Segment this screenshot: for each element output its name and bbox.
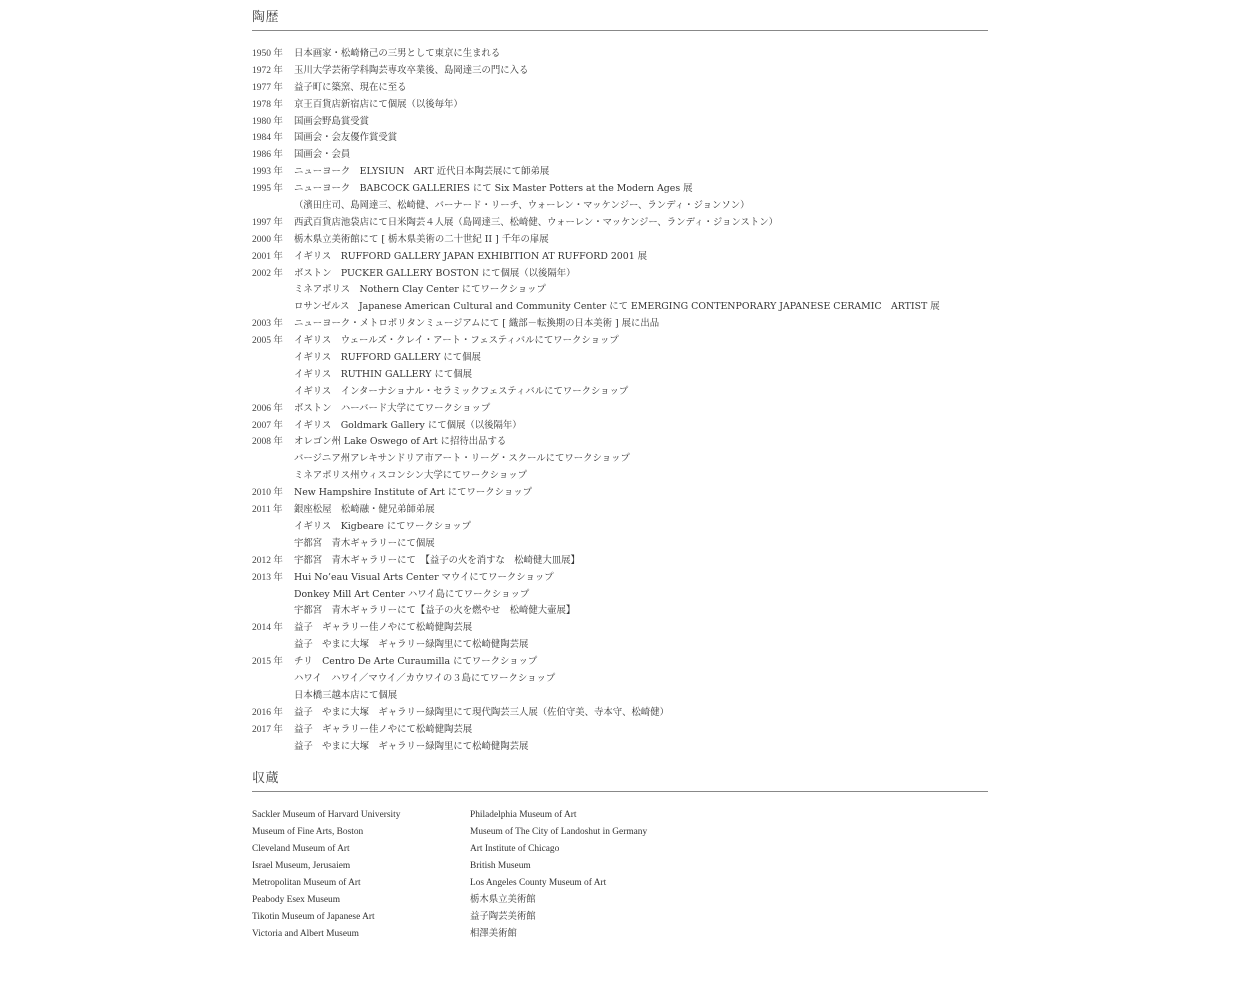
history-section-title: 陶歴 — [252, 9, 988, 31]
history-row — [252, 249, 988, 266]
collection-item: Museum of Fine Arts, Boston — [252, 827, 364, 838]
history-row — [252, 468, 988, 485]
history-row — [252, 63, 988, 80]
history-year — [252, 367, 294, 384]
history-row — [252, 485, 988, 502]
history-row — [252, 80, 988, 97]
history-row — [252, 705, 988, 722]
history-row — [252, 401, 988, 418]
collection-item: Tikotin Museum of Japanese Art — [252, 911, 375, 922]
content-column — [252, 0, 988, 943]
history-year — [252, 299, 294, 316]
history-row — [252, 299, 988, 316]
history-text: イギリス RUFFORD GALLERY JAPAN EXHIBITION AT RUFFORD 2001 展 — [294, 250, 648, 262]
history-text: ニューヨーク ELYSIUN ART 近代日本陶芸展にて師弟展 — [294, 166, 550, 178]
history-text: 日本画家・松崎脩己の三男として東京に生まれる — [294, 48, 501, 59]
history-text: ボストン ハーバード大学にてワークショップ — [294, 402, 491, 414]
collection-item: Los Angeles County Museum of Art — [470, 877, 607, 888]
history-row — [252, 232, 988, 249]
history-year: 1995 年 — [252, 184, 283, 195]
history-year — [252, 671, 294, 688]
collection-item: Victoria and Albert Museum — [252, 928, 359, 939]
history-row — [252, 587, 988, 604]
history-text: イギリス Kigbeare にてワークショップ — [294, 520, 472, 532]
history-row — [252, 114, 988, 131]
history-year — [252, 587, 294, 604]
history-year: 1972 年 — [252, 65, 283, 76]
history-year: 1978 年 — [252, 99, 283, 110]
history-year: 2014 年 — [252, 623, 283, 634]
history-text: 国画会・会友優作賞受賞 — [294, 132, 398, 144]
collection-item: 相澤美術館 — [470, 928, 517, 939]
history-year: 2011 年 — [252, 505, 283, 516]
history-row — [252, 519, 988, 536]
history-year: 1986 年 — [252, 150, 283, 161]
history-year — [252, 282, 294, 299]
history-year — [252, 739, 294, 756]
history-text: チリ Centro De Arte Curaumilla にてワークショップ — [294, 656, 538, 668]
history-year: 1977 年 — [252, 82, 283, 93]
history-text: 益子 やまに大塚 ギャラリー緑陶里にて松崎健陶芸展 — [294, 639, 529, 651]
history-row — [252, 215, 988, 232]
history-year: 2002 年 — [252, 268, 283, 279]
history-text: ミネアポリス Nothern Clay Center にてワークショップ — [294, 284, 546, 296]
history-row — [252, 198, 988, 215]
collection-item: Metropolitan Museum of Art — [252, 877, 361, 888]
history-year: 2001 年 — [252, 251, 283, 262]
collection-column-right — [470, 807, 870, 942]
history-year: 1993 年 — [252, 167, 283, 178]
history-year: 2017 年 — [252, 724, 283, 735]
history-text: 益子 やまに大塚 ギャラリー緑陶里にて現代陶芸三人展（佐伯守美、寺本守、松崎健） — [294, 706, 670, 718]
history-text: ニューヨーク・メトロポリタンミュージアムにて [ 織部－転換期の日本美術 ] 展に出品 — [294, 318, 660, 330]
history-text: ハワイ ハワイ／マウイ／カウワイの３島にてワークショップ — [294, 672, 556, 684]
history-year — [252, 384, 294, 401]
collection-list — [252, 807, 988, 942]
history-row — [252, 418, 988, 435]
history-row — [252, 688, 988, 705]
history-year — [252, 350, 294, 367]
history-year: 2008 年 — [252, 437, 283, 448]
collection-item: 栃木県立美術館 — [470, 894, 536, 905]
history-text: ボストン PUCKER GALLERY BOSTON にて個展（以後隔年） — [294, 267, 576, 279]
history-text: 栃木県立美術館にて [ 栃木県美術の二十世紀 II ] 千年の扉展 — [294, 233, 549, 245]
history-text: イギリス RUTHIN GALLERY にて個展 — [294, 368, 472, 380]
collection-section-title: 収蔵 — [252, 770, 988, 792]
history-row — [252, 164, 988, 181]
history-text: 宇都宮 青木ギャラリーにて個展 — [294, 537, 435, 549]
history-row — [252, 739, 988, 756]
history-text: 京王百貨店新宿店にて個展（以後毎年） — [294, 98, 463, 110]
history-row — [252, 620, 988, 637]
history-row — [252, 333, 988, 350]
history-text: Hui No’eau Visual Arts Center マウイにてワークショップ — [294, 571, 554, 583]
history-year: 2016 年 — [252, 707, 283, 718]
collection-item: Museum of The City of Landoshut in Germany — [470, 827, 648, 838]
history-row — [252, 266, 988, 283]
history-row — [252, 722, 988, 739]
history-row — [252, 130, 988, 147]
history-text: 国画会野島賞受賞 — [294, 115, 370, 127]
history-text: 益子 やまに大塚 ギャラリー緑陶里にて松崎健陶芸展 — [294, 740, 529, 752]
history-text: 日本橋三越本店にて個展 — [294, 689, 398, 701]
history-year: 2013 年 — [252, 572, 283, 583]
history-row — [252, 536, 988, 553]
history-row — [252, 570, 988, 587]
history-row — [252, 147, 988, 164]
history-row — [252, 97, 988, 114]
history-text: 益子町に築窯、現在に至る — [294, 81, 407, 93]
history-text: 西武百貨店池袋店にて日米陶芸４人展（島岡達三、松崎健、ウォーレン・マッケンジー、ランディ・ジョンストン） — [294, 216, 779, 228]
collection-item: 益子陶芸美術館 — [470, 911, 536, 922]
history-year: 2015 年 — [252, 657, 283, 668]
history-row — [252, 502, 988, 519]
collection-column-left — [252, 807, 470, 942]
history-text: イギリス ウェールズ・クレイ・アート・フェスティバルにてワークショップ — [294, 335, 619, 347]
history-row — [252, 434, 988, 451]
history-row — [252, 451, 988, 468]
history-text: イギリス RUFFORD GALLERY にて個展 — [294, 352, 481, 364]
history-text: 玉川大学芸術学科陶芸専攻卒業後、島岡達三の門に入る — [294, 64, 529, 76]
history-year — [252, 451, 294, 468]
history-year: 2010 年 — [252, 488, 283, 499]
history-row — [252, 282, 988, 299]
history-year — [252, 468, 294, 485]
history-row — [252, 316, 988, 333]
history-row — [252, 350, 988, 367]
history-text: 宇都宮 青木ギャラリーにて 【益子の火を消すな 松崎健大皿展】 — [294, 554, 580, 566]
history-year: 1980 年 — [252, 116, 283, 127]
history-year: 2000 年 — [252, 234, 283, 245]
history-row — [252, 46, 988, 63]
history-row — [252, 654, 988, 671]
history-row — [252, 603, 988, 620]
history-text: ロサンゼルス Japanese American Cultural and Community Center にて EMERGING CONTENPORARY JAPANESE CERAMIC ARTIST 展 — [294, 301, 940, 313]
history-row — [252, 553, 988, 570]
history-year: 2007 年 — [252, 420, 283, 431]
collection-item: Peabody Esex Museum — [252, 894, 341, 905]
history-text: New Hampshire Institute of Art にてワークショップ — [294, 487, 532, 499]
history-text: 益子 ギャラリー佳ノやにて松崎健陶芸展 — [294, 723, 473, 735]
collection-item: Philadelphia Museum of Art — [470, 810, 577, 821]
history-year: 1950 年 — [252, 49, 283, 59]
collection-item: British Museum — [470, 861, 531, 872]
history-row — [252, 384, 988, 401]
history-text: バージニア州アレキサンドリア市アート・リーグ・スクールにてワークショップ — [294, 453, 630, 465]
history-year: 1984 年 — [252, 133, 283, 144]
collection-item: Sackler Museum of Harvard University — [252, 810, 401, 821]
history-text: 益子 ギャラリー佳ノやにて松崎健陶芸展 — [294, 622, 473, 634]
history-list — [252, 46, 988, 755]
history-year: 2006 年 — [252, 403, 283, 414]
history-row — [252, 637, 988, 654]
history-text: 宇都宮 青木ギャラリーにて【益子の火を燃やせ 松崎健大壷展】 — [294, 605, 576, 617]
history-text: （濱田庄司、島岡達三、松崎健、バーナード・リーチ、ウォーレン・マッケンジー、ランディ・ジョンソン） — [294, 200, 750, 212]
collection-item: Israel Museum, Jerusaiem — [252, 861, 351, 872]
history-year: 2012 年 — [252, 555, 283, 566]
history-year — [252, 637, 294, 654]
history-text: ニューヨーク BABCOCK GALLERIES にて Six Master Potters at the Modern Ages 展 — [294, 183, 693, 195]
history-text: Donkey Mill Art Center ハワイ島にてワークショップ — [294, 588, 530, 600]
history-row — [252, 181, 988, 198]
history-text: 銀座松屋 松崎融・健兄弟師弟展 — [294, 504, 435, 516]
history-text: イギリス Goldmark Gallery にて個展（以後隔年） — [294, 419, 522, 431]
history-year — [252, 198, 294, 215]
history-text: オレゴン州 Lake Oswego of Art に招待出品する — [294, 436, 507, 448]
history-row — [252, 671, 988, 688]
history-year — [252, 688, 294, 705]
collection-item: Art Institute of Chicago — [470, 844, 560, 855]
history-row — [252, 367, 988, 384]
history-year — [252, 603, 294, 620]
history-year: 1997 年 — [252, 217, 283, 228]
history-year: 2003 年 — [252, 319, 283, 330]
history-year — [252, 519, 294, 536]
history-text: イギリス インターナショナル・セラミックフェスティバルにてワークショップ — [294, 385, 629, 397]
history-year: 2005 年 — [252, 336, 283, 347]
history-text: 国画会・会員 — [294, 149, 351, 161]
collection-item: Cleveland Museum of Art — [252, 844, 350, 855]
history-text: ミネアポリス州ウィスコンシン大学にてワークショップ — [294, 470, 527, 482]
history-year — [252, 536, 294, 553]
